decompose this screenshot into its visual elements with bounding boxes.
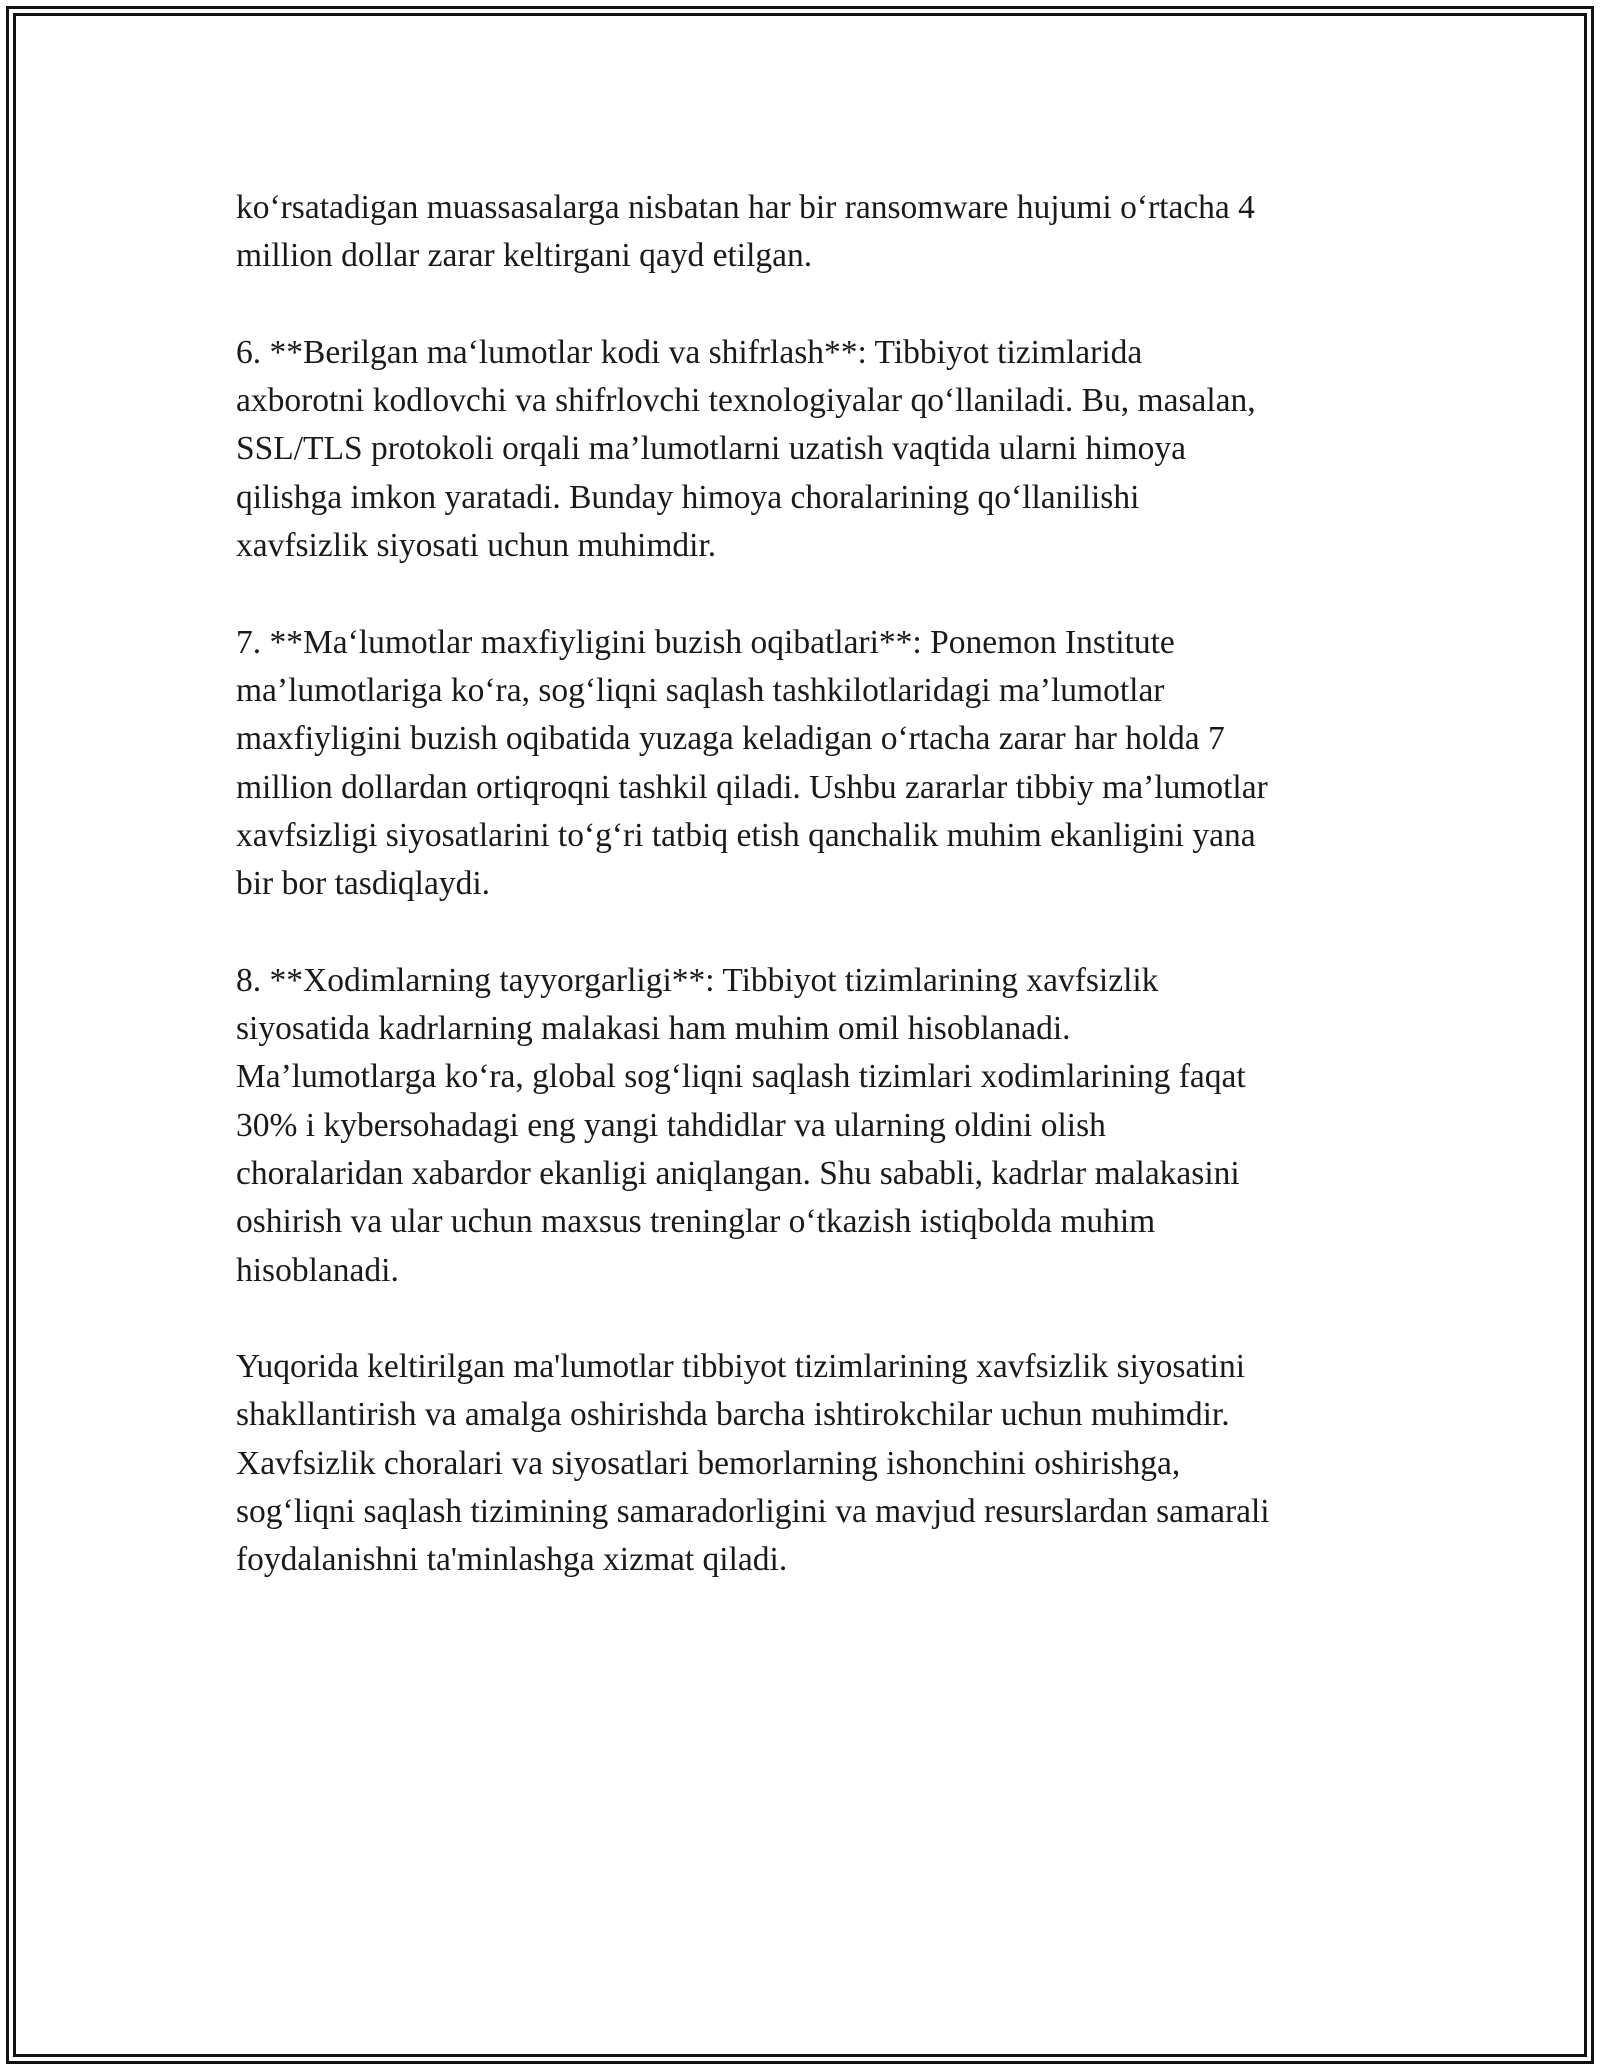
- text-line: hisoblanadi.: [236, 1251, 399, 1289]
- text-line: ma’lumotlariga ko‘ra, sog‘liqni saqlash tashkilotlaridagi ma’lumotlar: [236, 671, 1165, 709]
- text-line: xavfsizlik siyosati uchun muhimdir.: [236, 527, 717, 565]
- document-body: [236, 184, 1376, 1585]
- text-line: 30% i kybersohadagi eng yangi tahdidlar va ularning oldini olish: [236, 1106, 1106, 1144]
- text-line: Ma’lumotlarga ko‘ra, global sog‘liqni saqlash tizimlari xodimlarining faqat: [236, 1058, 1246, 1096]
- text-line: 6. **Berilgan ma‘lumotlar kodi va shifrlash**: Tibbiyot tizimlarida: [236, 333, 1143, 371]
- text-line: sog‘liqni saqlash tizimining samaradorligini va mavjud resurslardan samarali: [236, 1493, 1270, 1531]
- text-line: bir bor tasdiqlaydi.: [236, 865, 490, 903]
- paragraph-ransomware-continuation: [236, 184, 1376, 281]
- paragraph-item-6-encryption: [236, 329, 1376, 570]
- text-line: foydalanishni ta'minlashga xizmat qiladi.: [236, 1541, 788, 1579]
- text-line: choralaridan xabardor ekanligi aniqlangan. Shu sababli, kadrlar malakasini: [236, 1154, 1240, 1192]
- text-line: oshirish va ular uchun maxsus treninglar o‘tkazish istiqbolda muhim: [236, 1203, 1156, 1241]
- text-line: shakllantirish va amalga oshirishda barcha ishtirokchilar uchun muhimdir.: [236, 1396, 1230, 1434]
- text-line: Xavfsizlik choralari va siyosatlari bemorlarning ishonchini oshirishga,: [236, 1444, 1181, 1482]
- text-line: million dollardan ortiqroqni tashkil qiladi. Ushbu zararlar tibbiy ma’lumotlar: [236, 768, 1268, 806]
- text-line: qilishga imkon yaratadi. Bunday himoya choralarining qo‘llanilishi: [236, 478, 1140, 516]
- text-line: million dollar zarar keltirgani qayd etilgan.: [236, 237, 813, 275]
- text-line: 7. **Ma‘lumotlar maxfiyligini buzish oqibatlari**: Ponemon Institute: [236, 623, 1175, 661]
- text-line: SSL/TLS protokoli orqali ma’lumotlarni uzatish vaqtida ularni himoya: [236, 430, 1186, 468]
- text-line: axborotni kodlovchi va shifrlovchi texnologiyalar qo‘llaniladi. Bu, masalan,: [236, 382, 1256, 420]
- text-line: 8. **Xodimlarning tayyorgarligi**: Tibbiyot tizimlarining xavfsizlik: [236, 961, 1159, 999]
- text-line: maxfiyligini buzish oqibatida yuzaga keladigan o‘rtacha zarar har holda 7: [236, 720, 1225, 758]
- paragraph-item-8-staff-training: [236, 957, 1376, 1295]
- text-line: ko‘rsatadigan muassasalarga nisbatan har bir ransomware hujumi o‘rtacha 4: [236, 189, 1255, 226]
- text-line: xavfsizligi siyosatlarini to‘g‘ri tatbiq etish qanchalik muhim ekanligini yana: [236, 816, 1256, 854]
- paragraph-conclusion: [236, 1343, 1376, 1584]
- text-line: Yuqorida keltirilgan ma'lumotlar tibbiyot tizimlarining xavfsizlik siyosatini: [236, 1348, 1246, 1386]
- text-line: siyosatida kadrlarning malakasi ham muhim omil hisoblanadi.: [236, 1010, 1071, 1048]
- paragraph-item-7-breach-consequences: [236, 619, 1376, 909]
